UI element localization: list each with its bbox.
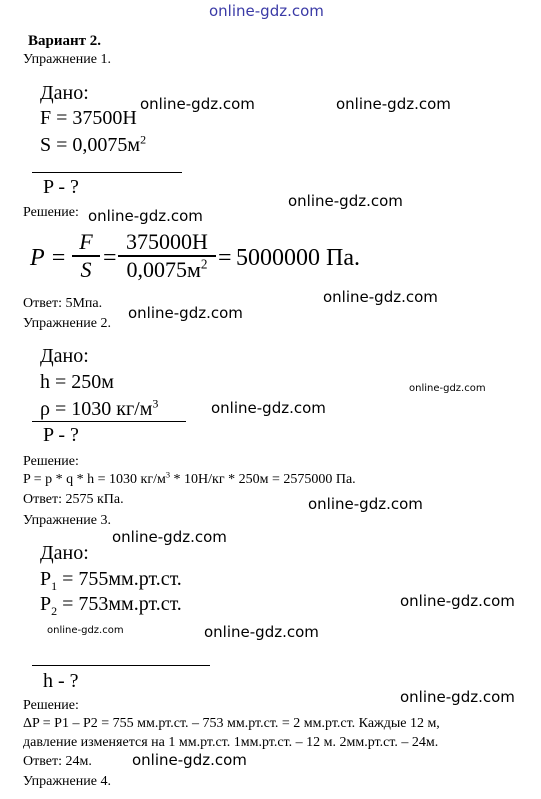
ex1-formula-eq1: =	[103, 245, 117, 271]
watermark: online-gdz.com	[88, 207, 203, 225]
ex3-given-p1: $P_1 = 755мм.рт.ст$.	[40, 568, 182, 593]
ex2-given-label: Дано:	[40, 345, 89, 367]
ex1-given-divider	[32, 172, 182, 173]
ex2-find: P - ?	[43, 424, 79, 446]
watermark: online-gdz.com	[128, 304, 243, 322]
ex3-find: h - ?	[43, 670, 79, 692]
watermark: online-gdz.com	[211, 399, 326, 417]
ex3-given-p2: $P_2 = 753мм.рт.ст$.	[40, 593, 182, 618]
watermark-top: online-gdz.com	[209, 2, 324, 20]
watermark: online-gdz.com	[336, 95, 451, 113]
watermark: online-gdz.com	[323, 288, 438, 306]
ex3-solution-label: Решение:	[23, 698, 79, 713]
ex3-solution-line-1: ΔP = P1 – P2 = 755 мм.рт.ст. – 753 мм.рт.ст. = 2 мм.рт.ст. Каждые 12 м,	[23, 716, 440, 731]
ex1-answer: Ответ: 5Мпа.	[23, 296, 103, 311]
ex1-given-force: F = 37500H	[40, 107, 137, 129]
ex3-given-divider	[32, 665, 210, 666]
exercise-1-title: Упражнение 1.	[23, 52, 111, 67]
ex1-frac1-numerator: F	[79, 229, 93, 254]
ex1-area-exp: 2	[140, 132, 147, 147]
ex2-given-height: h = 250м	[40, 371, 114, 393]
ex1-formula-eq2: =	[218, 245, 232, 271]
ex3-answer: Ответ: 24м.	[23, 754, 92, 769]
ex2-density-text: ρ = 1030 кг/м	[40, 398, 153, 420]
watermark: online-gdz.com	[132, 751, 247, 769]
watermark: online-gdz.com	[112, 528, 227, 546]
ex2-solution: P = p * q * h = 1030 $кг/м^3 * 10Н/кг * 250м = 2575000$ Па.	[23, 470, 356, 487]
watermark: online-gdz.com	[409, 383, 486, 394]
ex2-solution-label: Решение:	[23, 454, 79, 469]
exercise-4-title: Упражнение 4.	[23, 774, 111, 789]
ex2-answer: Ответ: 2575 кПа.	[23, 492, 124, 507]
ex1-find: P - ?	[43, 176, 79, 198]
watermark: online-gdz.com	[288, 192, 403, 210]
ex2-given-density	[40, 396, 158, 422]
watermark: online-gdz.com	[400, 688, 515, 706]
ex1-solution-label: Решение:	[23, 205, 79, 220]
ex1-formula-result: 5000000 Па.	[236, 245, 360, 271]
ex1-formula-lhs: P =	[30, 245, 67, 271]
ex1-area-text: S = 0,0075м	[40, 134, 141, 156]
watermark: online-gdz.com	[400, 592, 515, 610]
ex1-given-area	[40, 132, 146, 158]
ex1-formula-fraction-1	[72, 229, 100, 283]
ex1-formula-fraction-2	[118, 229, 216, 283]
watermark: online-gdz.com	[308, 495, 423, 513]
variant-title: Вариант 2.	[28, 33, 102, 49]
watermark: online-gdz.com	[47, 625, 124, 636]
watermark: online-gdz.com	[204, 623, 319, 641]
watermark: online-gdz.com	[140, 95, 255, 113]
ex1-frac2-numerator: 375000H	[126, 229, 208, 254]
ex3-given-label: Дано:	[40, 542, 89, 564]
ex1-given-label: Дано:	[40, 82, 89, 104]
ex3-solution-line-2: давление изменяется на 1 мм.рт.ст. 1мм.рт.ст. – 12 м. 2мм.рт.ст. – 24м.	[23, 735, 439, 750]
exercise-3-title: Упражнение 3.	[23, 513, 111, 528]
ex1-frac2-denominator: $0,0075м^2$	[126, 256, 208, 282]
ex1-frac1-denominator: S	[80, 256, 92, 282]
ex2-density-exp: 3	[152, 396, 159, 411]
exercise-2-title: Упражнение 2.	[23, 316, 111, 331]
